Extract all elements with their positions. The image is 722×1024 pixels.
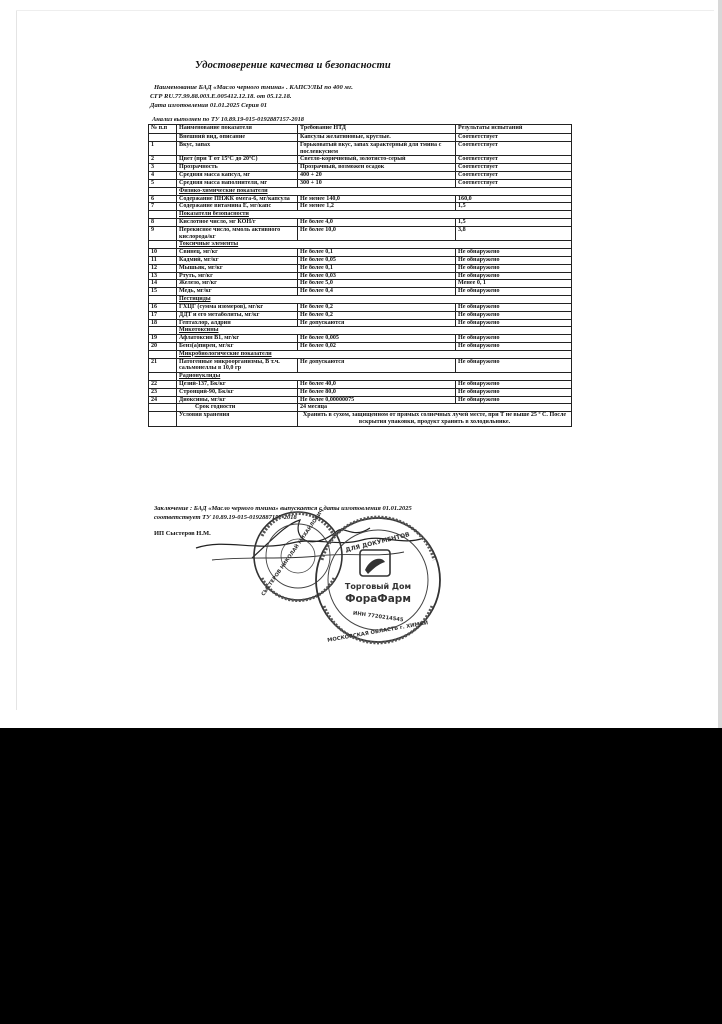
section-heading: Микотоксины (177, 327, 572, 335)
row-requirement: Не менее 1,2 (298, 203, 456, 211)
row-result: Не обнаружено (456, 342, 572, 350)
section-heading: Токсичные элементы (177, 241, 572, 249)
row-number: 4 (149, 172, 177, 180)
row-number: 10 (149, 249, 177, 257)
row-parameter: Содержание ПНЖК омега-6, мг/капсула (177, 195, 298, 203)
row-result: Соответствует (456, 179, 572, 187)
row-result: 160,0 (456, 195, 572, 203)
row-parameter: Средняя масса наполнителя, мг (177, 179, 298, 187)
row-requirement: Не более 40,0 (298, 381, 456, 389)
row-requirement: 300 + 10 (298, 179, 456, 187)
row-requirement: Не менее 140,0 (298, 195, 456, 203)
row-number: 16 (149, 303, 177, 311)
row-requirement: Не более 0,05 (298, 257, 456, 265)
specification-table (148, 124, 572, 427)
table-row (149, 319, 572, 327)
row-requirement: Не допускаются (298, 358, 456, 373)
table-row (149, 164, 572, 172)
table-row (149, 249, 572, 257)
header-requirement: Требование НТД (298, 125, 456, 134)
row-requirement: Не более 4,0 (298, 218, 456, 226)
row-number: 9 (149, 226, 177, 241)
section-row (149, 296, 572, 304)
row-result: 3,8 (456, 226, 572, 241)
right-stamp (316, 517, 440, 644)
table-row (149, 134, 572, 142)
row-parameter: Кислотное число, мг КОН/г (177, 218, 298, 226)
sgr-line: СГР RU.77.99.88.003.Е.005412.12.18. от 05.12.18. (150, 93, 292, 100)
row-requirement: Не более 0,4 (298, 288, 456, 296)
section-blank (149, 187, 177, 195)
table-row (149, 195, 572, 203)
table-row (149, 179, 572, 187)
row-result: Не обнаружено (456, 303, 572, 311)
row-result: Соответствует (456, 164, 572, 172)
row-number (149, 134, 177, 142)
header-number: № п.п (149, 125, 177, 134)
row-parameter: Мышьяк, мг/кг (177, 264, 298, 272)
row-requirement: Не более 0,2 (298, 311, 456, 319)
section-row (149, 373, 572, 381)
row-number: 22 (149, 381, 177, 389)
section-blank (149, 241, 177, 249)
row-parameter: Цезий-137, Бк/кг (177, 381, 298, 389)
handwritten-signature (196, 520, 424, 558)
row-number: 13 (149, 272, 177, 280)
conclusion-line-2: соответствует ТУ 10.89.19-015-0192887157-2018 (154, 513, 297, 521)
section-heading: Микробиологические показатели (177, 350, 572, 358)
row-number: 8 (149, 218, 177, 226)
row-number: 18 (149, 319, 177, 327)
storage-row (149, 412, 572, 427)
row-requirement: Не более 0,2 (298, 303, 456, 311)
table-row (149, 280, 572, 288)
row-result: 1,5 (456, 203, 572, 211)
stamp-logo-icon (360, 550, 390, 576)
table-row (149, 388, 572, 396)
right-stamp-name-2: ФораФарм (345, 593, 411, 605)
row-number: 14 (149, 280, 177, 288)
shelf-life-row (149, 404, 572, 412)
storage-value: Хранить в сухом, защищенном от прямых солнечных лучей месте, при Т не выше 25 º С. После вскрытия упаковки, продукт хранить в холодильнике. (298, 412, 572, 427)
row-result: Не обнаружено (456, 311, 572, 319)
row-parameter: Диоксины, мг/кг (177, 396, 298, 404)
table-row (149, 272, 572, 280)
row-parameter: Железо, мг/кг (177, 280, 298, 288)
row-requirement: Не более 80,0 (298, 388, 456, 396)
row-parameter: Патогенные микроорганизмы, В т.ч. сальмонеллы в 10,0 гр (177, 358, 298, 373)
row-number: 21 (149, 358, 177, 373)
conclusion-line-1: Заключение : БАД «Масло черного тмина» выпускается с даты изготовления 01.01.2025 (154, 505, 412, 512)
row-number: 12 (149, 264, 177, 272)
section-heading: Физико-химические показатели (177, 187, 572, 195)
signer-name: ИП Сыстеров Н.М. (154, 530, 211, 537)
section-row (149, 241, 572, 249)
row-requirement: Не более 0,00000075 (298, 396, 456, 404)
row-requirement: Не более 0,1 (298, 249, 456, 257)
section-heading: Пестициды (177, 296, 572, 304)
product-line: Наименование БАД «Масло черного тмина» . КАПСУЛЫ по 400 мг. (154, 84, 353, 91)
row-number: 7 (149, 203, 177, 211)
section-blank (149, 211, 177, 219)
row-number: 17 (149, 311, 177, 319)
row-parameter: Кадмий, мг/кг (177, 257, 298, 265)
row-requirement: Не более 5,0 (298, 280, 456, 288)
row-parameter: Медь, мг/кг (177, 288, 298, 296)
right-stamp-top-text: ДЛЯ ДОКУМЕНТОВ (344, 531, 411, 554)
row-requirement: Не более 0,005 (298, 335, 456, 343)
shelf-life-label: Срок годности (177, 404, 298, 412)
row-number: 20 (149, 342, 177, 350)
document-title: Удостоверение качества и безопасности (195, 60, 391, 71)
row-result: Соответствует (456, 156, 572, 164)
table-body (149, 134, 572, 427)
row-parameter: Свинец, мг/кг (177, 249, 298, 257)
section-blank (149, 373, 177, 381)
row-result: Не обнаружено (456, 288, 572, 296)
table-header-row (149, 125, 572, 134)
table-row (149, 396, 572, 404)
page-edge (718, 0, 722, 728)
row-result: Не обнаружено (456, 358, 572, 373)
row-requirement: Светло-коричневый, золотисто-серый (298, 156, 456, 164)
table-row (149, 342, 572, 350)
row-result: Соответствует (456, 172, 572, 180)
shelf-life-value: 24 месяца (298, 404, 572, 412)
row-requirement: 400 + 20 (298, 172, 456, 180)
row-requirement: Не допускаются (298, 319, 456, 327)
row-number: 2 (149, 156, 177, 164)
header-parameter: Наименование показателя (177, 125, 298, 134)
section-row (149, 327, 572, 335)
row-result: Менее 0, 1 (456, 280, 572, 288)
signature-stroke (212, 552, 404, 560)
right-stamp-bottom-text: МОСКОВСКАЯ ОБЛАСТЬ г. ХИМКИ (326, 620, 429, 644)
row-number: 5 (149, 179, 177, 187)
section-heading: Показатели безопасности (177, 211, 572, 219)
row-number: 15 (149, 288, 177, 296)
table-row (149, 381, 572, 389)
row-number: 11 (149, 257, 177, 265)
section-blank (149, 296, 177, 304)
row-parameter: Ртуть, мг/кг (177, 272, 298, 280)
section-row (149, 187, 572, 195)
left-stamp-center-text: СЫСТЕРОВ НИКОЛАЙ МИХАЙЛОВИЧ (260, 507, 326, 598)
section-heading: Радионуклиды (177, 373, 572, 381)
table-row (149, 141, 572, 156)
row-result: Не обнаружено (456, 257, 572, 265)
row-result: 1,5 (456, 218, 572, 226)
row-result: Не обнаружено (456, 388, 572, 396)
section-blank (149, 327, 177, 335)
row-result: Не обнаружено (456, 335, 572, 343)
row-parameter: Вкус, запах (177, 141, 298, 156)
table-row (149, 172, 572, 180)
row-parameter: Внешний вид, описание (177, 134, 298, 142)
table-row (149, 203, 572, 211)
row-number (149, 412, 177, 427)
row-result: Не обнаружено (456, 249, 572, 257)
row-result: Не обнаружено (456, 272, 572, 280)
table-row (149, 257, 572, 265)
conclusion (154, 505, 412, 523)
row-parameter: ГХЦГ (сумма изомеров), мг/кг (177, 303, 298, 311)
table-row (149, 156, 572, 164)
table-row (149, 358, 572, 373)
row-number: 1 (149, 141, 177, 156)
section-blank (149, 350, 177, 358)
row-parameter: Бенз(а)пирен, мг/кг (177, 342, 298, 350)
analysis-line: Анализ выполнен по ТУ 10.89.19-015-0192887157-2018 (152, 116, 304, 123)
row-requirement: Прозрачный, возможен осадок (298, 164, 456, 172)
section-row (149, 211, 572, 219)
table-row (149, 311, 572, 319)
row-number: 24 (149, 396, 177, 404)
row-parameter: Цвет (при Т от 15ºС до 20ºС) (177, 156, 298, 164)
row-number: 3 (149, 164, 177, 172)
row-result: Соответствует (456, 134, 572, 142)
right-stamp-inn: ИНН 7720214545 (352, 610, 404, 624)
row-parameter: Афлатоксин В1, мг/кг (177, 335, 298, 343)
row-result: Не обнаружено (456, 396, 572, 404)
row-requirement: Капсулы желатиновые, круглые. (298, 134, 456, 142)
row-parameter: Перекисное число, ммоль активного кислорода/кг (177, 226, 298, 241)
row-result: Не обнаружено (456, 319, 572, 327)
row-parameter: Содержание витамина Е, мг/капс (177, 203, 298, 211)
table-row (149, 218, 572, 226)
row-result: Соответствует (456, 141, 572, 156)
row-requirement: Горьковатый вкус, запах характерный для тмина с послевкусием (298, 141, 456, 156)
row-requirement: Не более 0,02 (298, 342, 456, 350)
row-parameter: Гептахлор, алдрин (177, 319, 298, 327)
table-row (149, 288, 572, 296)
section-row (149, 350, 572, 358)
row-result: Не обнаружено (456, 264, 572, 272)
storage-label: Условия хранения (177, 412, 298, 427)
row-number: 19 (149, 335, 177, 343)
right-stamp-name-1: Торговый Дом (344, 582, 412, 591)
row-parameter: ДДТ и его метаболиты, мг/кг (177, 311, 298, 319)
row-parameter: Средняя масса капсул, мг (177, 172, 298, 180)
table-row (149, 226, 572, 241)
row-number (149, 404, 177, 412)
date-line: Дата изготовления 01.01.2025 Серия 01 (150, 102, 268, 109)
table-row (149, 335, 572, 343)
row-requirement: Не более 0,1 (298, 264, 456, 272)
row-number: 23 (149, 388, 177, 396)
row-result: Не обнаружено (456, 381, 572, 389)
row-parameter: Прозрачность (177, 164, 298, 172)
table-row (149, 303, 572, 311)
header-result: Результаты испытаний (456, 125, 572, 134)
row-requirement: Не более 0,03 (298, 272, 456, 280)
row-number: 6 (149, 195, 177, 203)
row-requirement: Не более 10,0 (298, 226, 456, 241)
table-row (149, 264, 572, 272)
row-parameter: Стронций-90, Бк/кг (177, 388, 298, 396)
